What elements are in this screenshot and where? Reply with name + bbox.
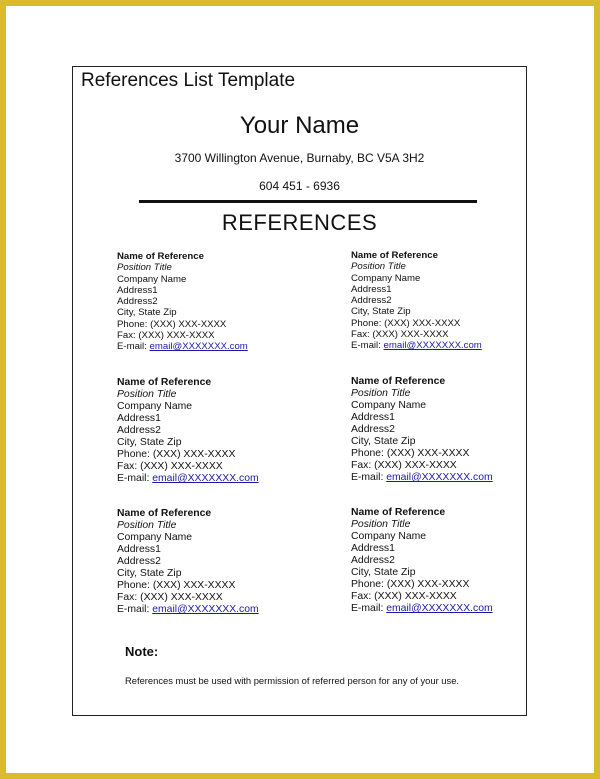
phone-label: Phone:	[351, 448, 384, 459]
email-label: E-mail:	[117, 341, 147, 353]
reference-address1: Address1	[117, 413, 161, 424]
phone-label: Phone:	[117, 318, 148, 330]
reference-email-line	[117, 341, 248, 352]
reference-card	[117, 508, 259, 616]
phone-label: Phone:	[351, 579, 384, 590]
applicant-phone: 604 451 - 6936	[259, 179, 340, 193]
email-label: E-mail:	[117, 473, 150, 484]
email-label: E-mail:	[117, 604, 150, 615]
note-text: References must be used with permission of referred person for any of your use.	[125, 675, 460, 686]
reference-company: Company Name	[351, 272, 421, 284]
reference-position: Position Title	[117, 389, 177, 400]
reference-fax-line	[351, 591, 493, 603]
reference-company: Company Name	[117, 401, 193, 412]
reference-card	[351, 376, 493, 484]
reference-company: Company Name	[117, 532, 193, 543]
reference-name: Name of Reference	[117, 377, 212, 388]
reference-address1: Address1	[351, 283, 392, 295]
reference-fax-line	[351, 329, 482, 340]
applicant-name: Your Name	[239, 112, 360, 139]
reference-card	[351, 507, 493, 615]
reference-position: Position Title	[351, 519, 411, 530]
fax-label: Fax:	[117, 592, 138, 603]
reference-position: Position Title	[351, 388, 411, 399]
reference-email-line	[117, 604, 259, 616]
reference-email-line	[351, 603, 493, 615]
reference-phone-line	[351, 448, 493, 460]
reference-address1: Address1	[117, 284, 158, 296]
applicant-address: 3700 Willington Avenue, Burnaby, BC V5A 3H2	[174, 151, 425, 165]
reference-city: City, State Zip	[351, 436, 416, 447]
reference-city: City, State Zip	[117, 307, 177, 319]
reference-address2: Address2	[351, 424, 395, 435]
reference-address1: Address1	[351, 412, 395, 423]
fax-label: Fax:	[117, 330, 136, 342]
reference-phone-line	[351, 579, 493, 591]
reference-fax-line	[117, 461, 259, 473]
reference-city: City, State Zip	[351, 306, 411, 318]
reference-address2: Address2	[117, 296, 158, 308]
reference-email-line	[351, 340, 482, 351]
email-link[interactable]: email@XXXXXXX.com	[149, 341, 248, 353]
fax-value: (XXX) XXX-XXXX	[140, 592, 223, 603]
reference-name: Name of Reference	[117, 508, 212, 519]
reference-fax-line	[117, 592, 259, 604]
email-label: E-mail:	[351, 603, 384, 614]
reference-fax-line	[351, 460, 493, 472]
reference-address2: Address2	[117, 425, 161, 436]
reference-company: Company Name	[351, 400, 427, 411]
fax-value: (XXX) XXX-XXXX	[140, 461, 223, 472]
reference-fax-line	[117, 330, 248, 341]
reference-card	[351, 250, 482, 352]
reference-position: Position Title	[117, 520, 177, 531]
fax-label: Fax:	[351, 329, 370, 341]
document-sheet	[72, 66, 527, 716]
reference-address2: Address2	[117, 556, 161, 567]
reference-name: Name of Reference	[351, 507, 446, 518]
email-link[interactable]: email@XXXXXXX.com	[383, 340, 482, 352]
phone-label: Phone:	[117, 580, 150, 591]
email-label: E-mail:	[351, 340, 381, 352]
reference-phone-line	[117, 580, 259, 592]
reference-phone-line	[351, 318, 482, 329]
document-title: References List Template	[81, 70, 296, 91]
reference-phone-line	[117, 449, 259, 461]
reference-city: City, State Zip	[117, 437, 182, 448]
reference-card	[117, 377, 259, 485]
fax-value: (XXX) XXX-XXXX	[374, 591, 457, 602]
reference-address1: Address1	[117, 544, 161, 555]
phone-value: (XXX) XXX-XXXX	[384, 317, 461, 329]
fax-label: Fax:	[351, 460, 372, 471]
reference-city: City, State Zip	[117, 568, 182, 579]
phone-value: (XXX) XXX-XXXX	[152, 449, 236, 460]
reference-email-line	[351, 472, 493, 484]
phone-value: (XXX) XXX-XXXX	[386, 448, 470, 459]
references-heading: REFERENCES	[221, 210, 378, 235]
reference-city: City, State Zip	[351, 567, 416, 578]
email-link[interactable]: email@XXXXXXX.com	[152, 473, 259, 484]
email-label: E-mail:	[351, 472, 384, 483]
email-link[interactable]: email@XXXXXXX.com	[386, 603, 493, 614]
fax-value: (XXX) XXX-XXXX	[372, 329, 449, 341]
reference-address2: Address2	[351, 295, 392, 307]
email-link[interactable]: email@XXXXXXX.com	[386, 472, 493, 483]
phone-label: Phone:	[117, 449, 150, 460]
fax-value: (XXX) XXX-XXXX	[374, 460, 457, 471]
note-label: Note:	[125, 644, 159, 659]
phone-value: (XXX) XXX-XXXX	[152, 580, 236, 591]
reference-name: Name of Reference	[351, 250, 438, 261]
reference-position: Position Title	[351, 261, 406, 273]
reference-name: Name of Reference	[351, 376, 446, 387]
phone-value: (XXX) XXX-XXXX	[150, 318, 227, 330]
phone-value: (XXX) XXX-XXXX	[386, 579, 470, 590]
reference-email-line	[117, 473, 259, 485]
fax-label: Fax:	[117, 461, 138, 472]
email-link[interactable]: email@XXXXXXX.com	[152, 604, 259, 615]
reference-address2: Address2	[351, 555, 395, 566]
reference-card	[117, 251, 248, 353]
reference-company: Company Name	[117, 273, 187, 285]
reference-phone-line	[117, 319, 248, 330]
fax-label: Fax:	[351, 591, 372, 602]
fax-value: (XXX) XXX-XXXX	[138, 330, 215, 342]
divider-rule	[139, 200, 477, 203]
reference-company: Company Name	[351, 531, 427, 542]
reference-address1: Address1	[351, 543, 395, 554]
reference-position: Position Title	[117, 262, 172, 274]
reference-name: Name of Reference	[117, 251, 204, 262]
phone-label: Phone:	[351, 317, 382, 329]
